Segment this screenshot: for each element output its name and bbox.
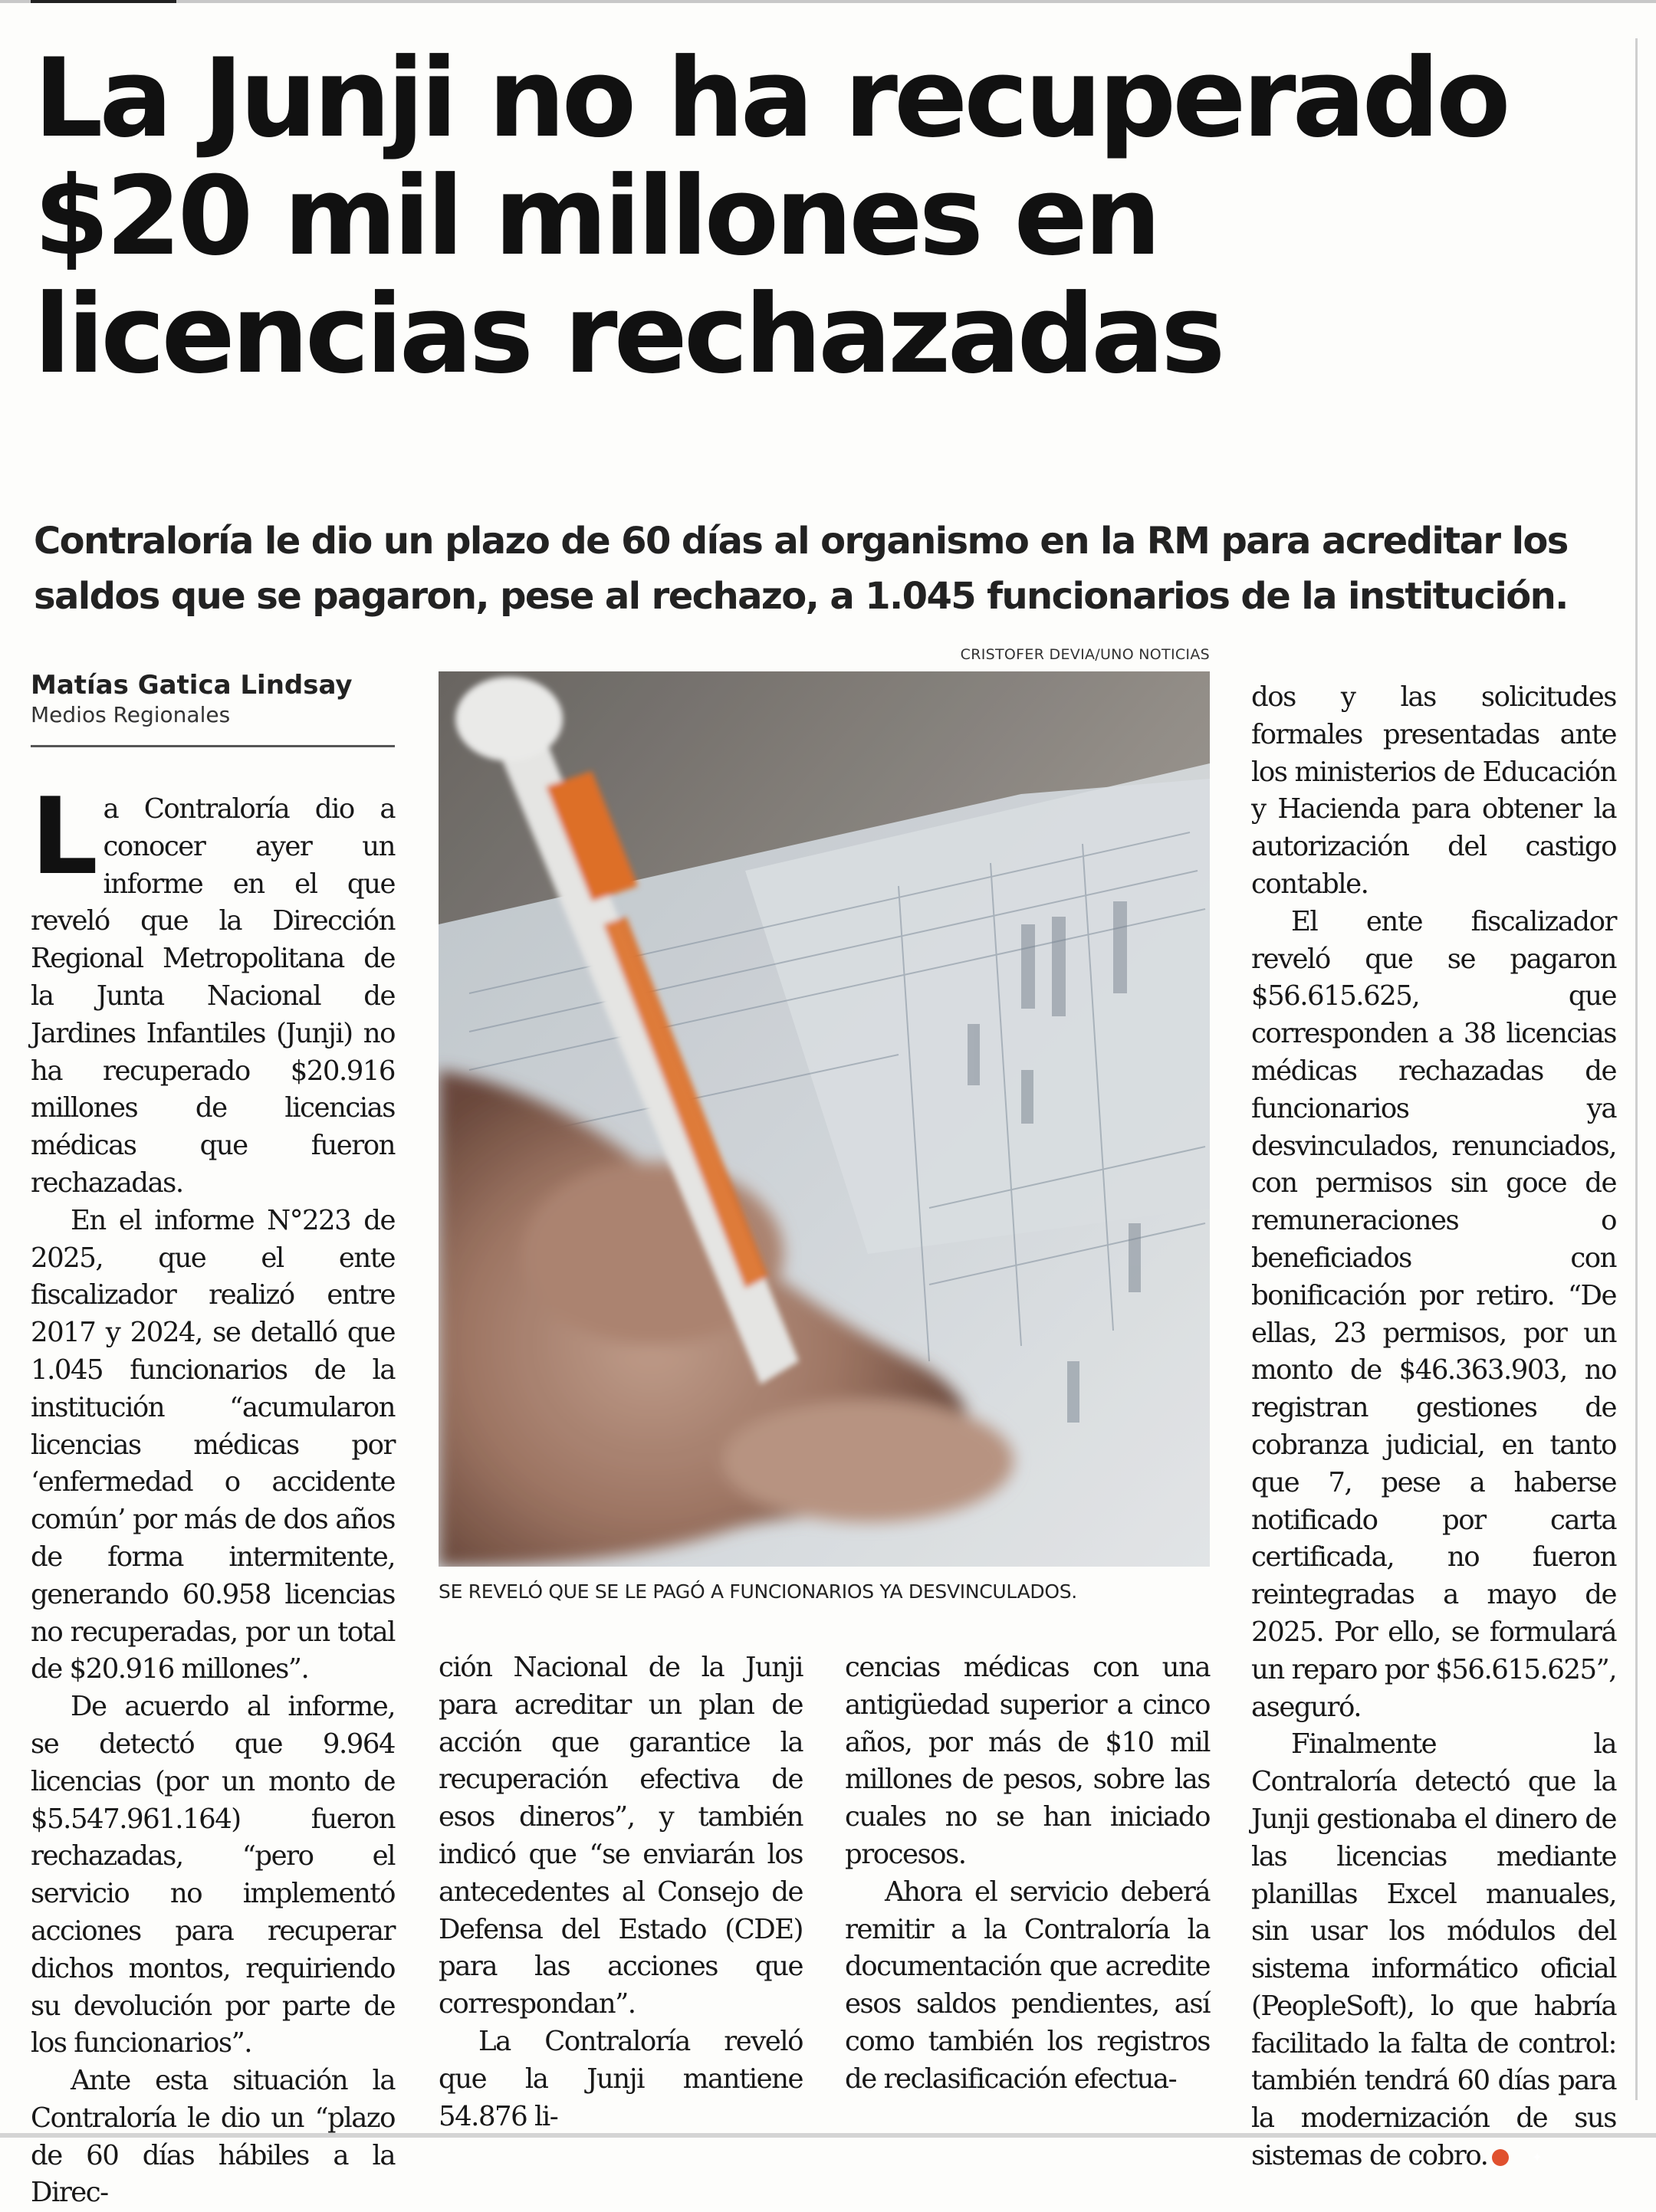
- paragraph: [31, 775, 395, 1203]
- paragraph: dos y las solicitudes formales presentadas ante los ministerios de Educación y Hacienda para obtener la autorización del castigo contable.: [1251, 681, 1616, 900]
- paragraph: cencias médicas con una antigüedad superior a cinco años, por más de $10 mil millones de pesos, sobre las cuales no se han iniciado procesos.: [845, 1652, 1210, 1870]
- byline-author: Matías Gatica Lindsay: [31, 670, 353, 701]
- deck-subheadline: Contraloría le dio un plazo de 60 días al organismo en la RM para acreditar los saldos que se pagaron, pese al rechazo, a 1.045 funcionarios de la institución.: [34, 520, 1568, 618]
- paragraph: En el informe N°223 de 2025, que el ente fiscalizador realizó entre 2017 y 2024, se detalló que 1.045 funcionarios de la institución “acumularon licencias médicas por ‘enfermedad o accidente común’ por más de dos años de forma intermitente, generando 60.958 licencias no recuperadas, por un total de $20.916 millones”.: [31, 1204, 395, 1685]
- article-column-3: [845, 1649, 1210, 2099]
- article-photo: [439, 671, 1210, 1567]
- section-tab-marker: [31, 0, 176, 3]
- paragraph: ción Nacional de la Junji para acreditar un plan de acción que garantice la recuperación efectiva de esos dineros”, y también indicó que “se enviarán los antecedentes al Consejo de Defensa del Estado (CDE) para las acciones que correspondan”.: [439, 1652, 803, 2020]
- byline: [31, 669, 395, 729]
- dropcap: L: [31, 775, 97, 898]
- byline-organization: Medios Regionales: [31, 702, 231, 727]
- top-rule: [0, 0, 1656, 3]
- paragraph: El ente fiscalizador reveló que se pagaron $56.615.625, que corresponden a 38 licencias médicas rechazadas de funcionarios ya desvinculados, renunciados, con permisos sin goce de remuneraciones o beneficiados con bonificación por retiro. “De ellas, 23 permisos, por un monto de $46.363.903, no registran gestiones de cobranza judicial, en tanto que 7, pese a haberse notificado por carta certificada, no fueron reintegradas a mayo de 2025. Por ello, se formulará un reparo por $56.615.625”, aseguró.: [1251, 905, 1616, 1723]
- paragraph-text: a Contraloría dio a conocer ayer un informe en el que reveló que la Dirección Regional Metropolitana de la Junta Nacional de Jardines Infantiles (Junji) no ha recuperado $20.916 millones de licencias médicas que fueron rechazadas.: [31, 793, 395, 1199]
- photo-hand-writing-form: [439, 671, 1210, 1567]
- photo-credit: CRISTOFER DEVIA/UNO NOTICIAS: [960, 646, 1210, 663]
- article-column-1: [31, 775, 395, 2212]
- byline-divider: [31, 745, 395, 747]
- article-column-2: [439, 1649, 803, 2135]
- headline: La Junji no ha recuperado $20 mil millones en licencias rechazadas: [34, 35, 1507, 398]
- article-column-4: [1251, 679, 1616, 2175]
- paragraph: [1251, 1726, 1616, 2175]
- paragraph: Ahora el servicio deberá remitir a la Contraloría la documentación que acredite esos saldos pendientes, así como también los registros de reclasificación efectua-: [845, 1876, 1210, 2095]
- paragraph: De acuerdo al informe, se detectó que 9.964 licencias (por un monto de $5.547.961.164) fueron rechazadas, “pero el servicio no implementó acciones para recuperar dichos montos, requiriendo su devolución por parte de los funcionarios”.: [31, 1691, 395, 2059]
- paragraph: La Contraloría reveló que la Junji mantiene 54.876 li-: [439, 2025, 803, 2132]
- paragraph: Ante esta situación la Contraloría le dio un “plazo de 60 días hábiles a la Direc-: [31, 2065, 395, 2209]
- end-marker-icon: ✦: [1492, 2149, 1509, 2166]
- paragraph-text: Finalmente la Contraloría detectó que la Junji gestionaba el dinero de las licencias mediante planillas Excel manuales, sin usar los módulos del sistema informático oficial (PeopleSoft), lo que habría facilitado la falta de control: también tendrá 60 días para la modernización de sus sistemas de cobro.: [1251, 1728, 1616, 2172]
- photo-caption: SE REVELÓ QUE SE LE PAGÓ A FUNCIONARIOS YA DESVINCULADOS.: [439, 1580, 1077, 1603]
